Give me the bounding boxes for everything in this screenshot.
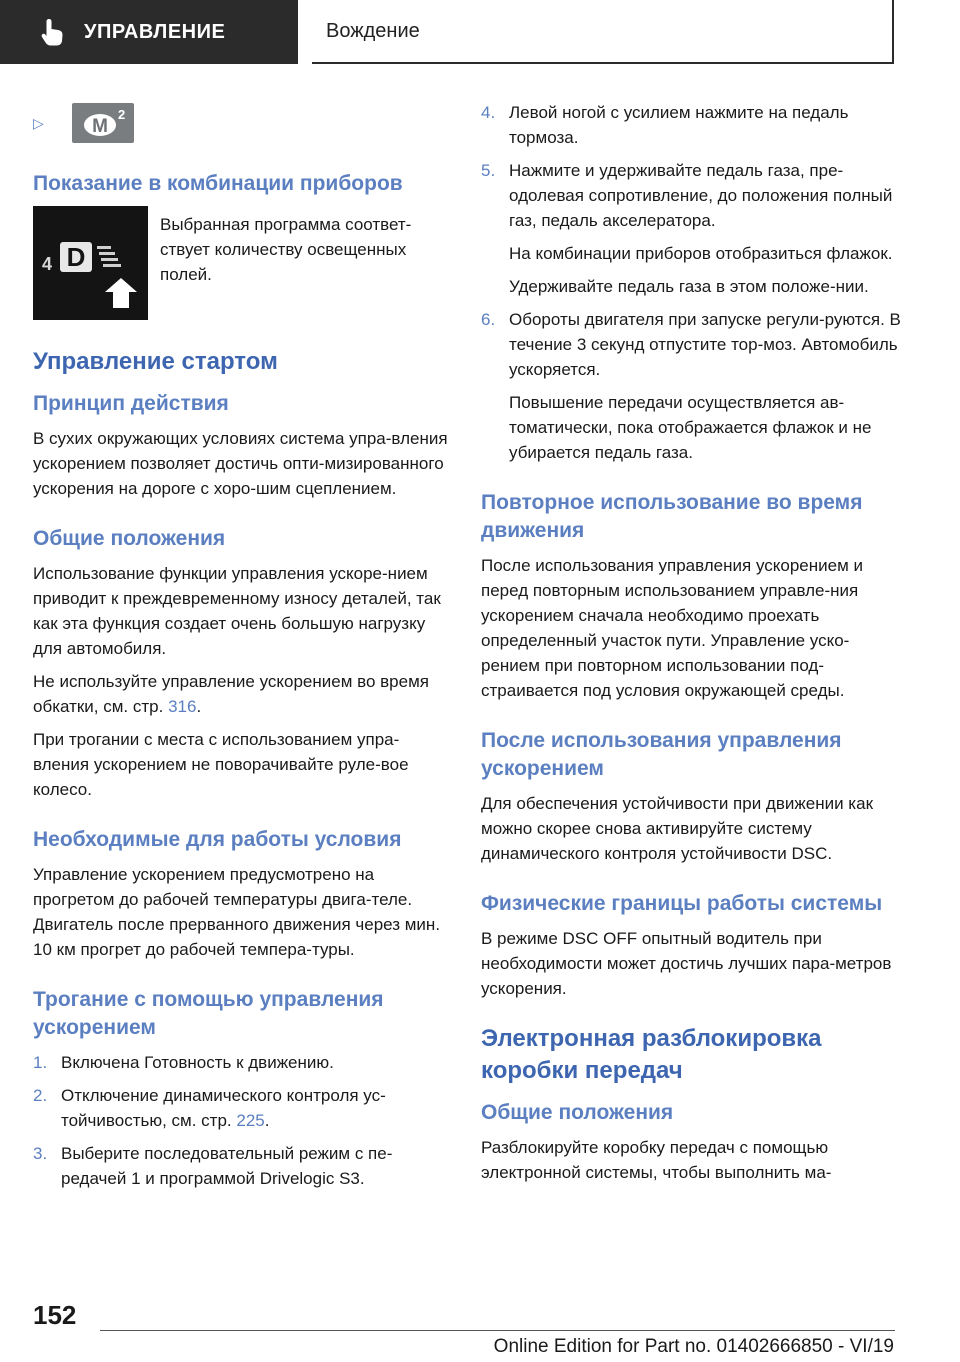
- paragraph-general-2: [33, 669, 448, 719]
- section-title: УПРАВЛЕНИЕ: [84, 20, 226, 43]
- heading-conditions: Необходимые для работы условия: [33, 828, 402, 851]
- step-note: На комбинации приборов отобразиться флажок.: [509, 244, 893, 263]
- text-fragment: Не используйте управление ускорением во время обкатки, см. стр.: [33, 672, 429, 716]
- text-fragment: .: [264, 1111, 270, 1130]
- list-item: [481, 158, 901, 299]
- paragraph-limits: В режиме DSC OFF опытный водитель при необходимости может достичь лучших пара-метров ускорения.: [481, 929, 892, 998]
- display-figure-row: [33, 206, 448, 320]
- list-item: [33, 1050, 448, 1075]
- heading-launch-control: Управление стартом: [33, 348, 278, 375]
- svg-text:M: M: [91, 116, 108, 137]
- symbol-row: [33, 100, 448, 146]
- heading-after-use: После использования управления ускорением: [481, 729, 842, 780]
- start-steps-list-continued: [481, 100, 901, 465]
- list-item: [33, 1141, 448, 1191]
- step-body: [509, 307, 901, 465]
- paragraph-general-1: Использование функции управления ускоре-нием приводит к преждевременному износу деталей, так как эта функция создает очень большую нагрузку для автомобиля.: [33, 564, 441, 658]
- step-text: Обороты двигателя при запуске регули-руются. В течение 3 секунд отпустите тор-моз. Автомобиль ускоряется.: [509, 310, 901, 379]
- step-note: Повышение передачи осуществляется ав-томатически, пока отображается флажок и не убирается педаль газа.: [509, 393, 872, 462]
- section-tab: [0, 0, 298, 64]
- list-item: [33, 1083, 448, 1133]
- step-number: 6.: [481, 310, 496, 329]
- step-number: 1.: [33, 1053, 48, 1072]
- paragraph-conditions: Управление ускорением предусмотрено на прогретом до рабочей температуры двига-теле. Двигатель после прерванного движения через мин. 10 км прогрет до рабочей темпера-туры.: [33, 865, 441, 959]
- page-number: 152: [33, 1300, 77, 1330]
- paragraph-after-use: Для обеспечения устойчивости при движении как можно скорее снова активируйте систему динамического контроля устойчивости DSC.: [481, 794, 874, 863]
- step-text: [61, 1083, 448, 1133]
- left-column: [33, 100, 448, 1199]
- step-text: Выберите последовательный режим с пе-редачей 1 и программой Drivelogic S3.: [61, 1144, 393, 1188]
- right-column: [481, 100, 901, 1193]
- svg-text:D: D: [66, 242, 86, 272]
- step-note: Удерживайте педаль газа в этом положе-нии.: [509, 277, 869, 296]
- drivelogic-display-image: [33, 206, 148, 320]
- heading-reuse: Повторное использование во время движения: [481, 491, 863, 542]
- paragraph-reuse: После использования управления ускорением и перед повторным использованием управле-ния ускорением сначала необходимо проехать определенный участок пути. Управление уско-рением при повторном использовании под-страивается под условия окружающей среды.: [481, 556, 863, 700]
- page-link-225[interactable]: 225: [236, 1111, 265, 1130]
- page-link-316[interactable]: 316: [168, 697, 197, 716]
- step-text: Нажмите и удерживайте педаль газа, пре-одолевая сопротивление, до положения полный газ, педаль акселератора.: [509, 161, 893, 230]
- heading-display: Показание в комбинации приборов: [33, 172, 403, 195]
- drivelogic-4d-icon: [33, 206, 148, 320]
- footer-divider: [100, 1330, 895, 1331]
- triangle-marker-icon: ▷: [33, 114, 44, 131]
- paragraph-unlock: Разблокируйте коробку передач с помощью электронной системы, чтобы выполнить ма-: [481, 1138, 832, 1182]
- heading-principle: Принцип действия: [33, 392, 229, 415]
- hand-pointer-icon: [40, 17, 66, 47]
- chapter-tab: [312, 0, 894, 64]
- start-steps-list: [33, 1050, 448, 1191]
- heading-limits: Физические границы работы системы: [481, 892, 883, 915]
- heading-unlock-general: Общие положения: [481, 1101, 674, 1124]
- display-description: Выбранная программа соответ-ствует количеству освещенных полей.: [160, 215, 412, 284]
- heading-start: Трогание с помощью управления ускорением: [33, 988, 384, 1039]
- paragraph-general-3: При трогании с места с использованием упра-вления ускорением не поворачивайте руле-вое колесо.: [33, 730, 409, 799]
- step-number: 4.: [481, 103, 496, 122]
- step-text: Включена Готовность к движению.: [61, 1053, 334, 1072]
- m2-button-icon: [72, 103, 134, 143]
- text-fragment: Отключение динамического контроля ус-тойчивостью, см. стр.: [61, 1086, 386, 1130]
- list-item: [481, 307, 901, 465]
- step-number: 2.: [33, 1086, 48, 1105]
- svg-text:4: 4: [42, 254, 53, 274]
- edition-footer: Online Edition for Part no. 01402666850 - VI/19: [493, 1336, 894, 1357]
- m2-logo-icon: [78, 106, 128, 140]
- paragraph-principle: В сухих окружающих условиях система упра-вления ускорением позволяет достичь опти-мизированного ускорения на дороге с хоро-шим сцеплением.: [33, 429, 448, 498]
- chapter-title: Вождение: [326, 19, 420, 42]
- step-number: 5.: [481, 161, 496, 180]
- svg-text:2: 2: [117, 107, 126, 122]
- step-body: [509, 158, 901, 299]
- heading-electronic-unlock: Электронная разблокировка коробки передач: [481, 1025, 822, 1084]
- list-item: [481, 100, 901, 150]
- text-fragment: .: [196, 697, 202, 716]
- step-text: Левой ногой с усилием нажмите на педаль тормоза.: [509, 103, 849, 147]
- heading-general: Общие положения: [33, 527, 226, 550]
- step-number: 3.: [33, 1144, 48, 1163]
